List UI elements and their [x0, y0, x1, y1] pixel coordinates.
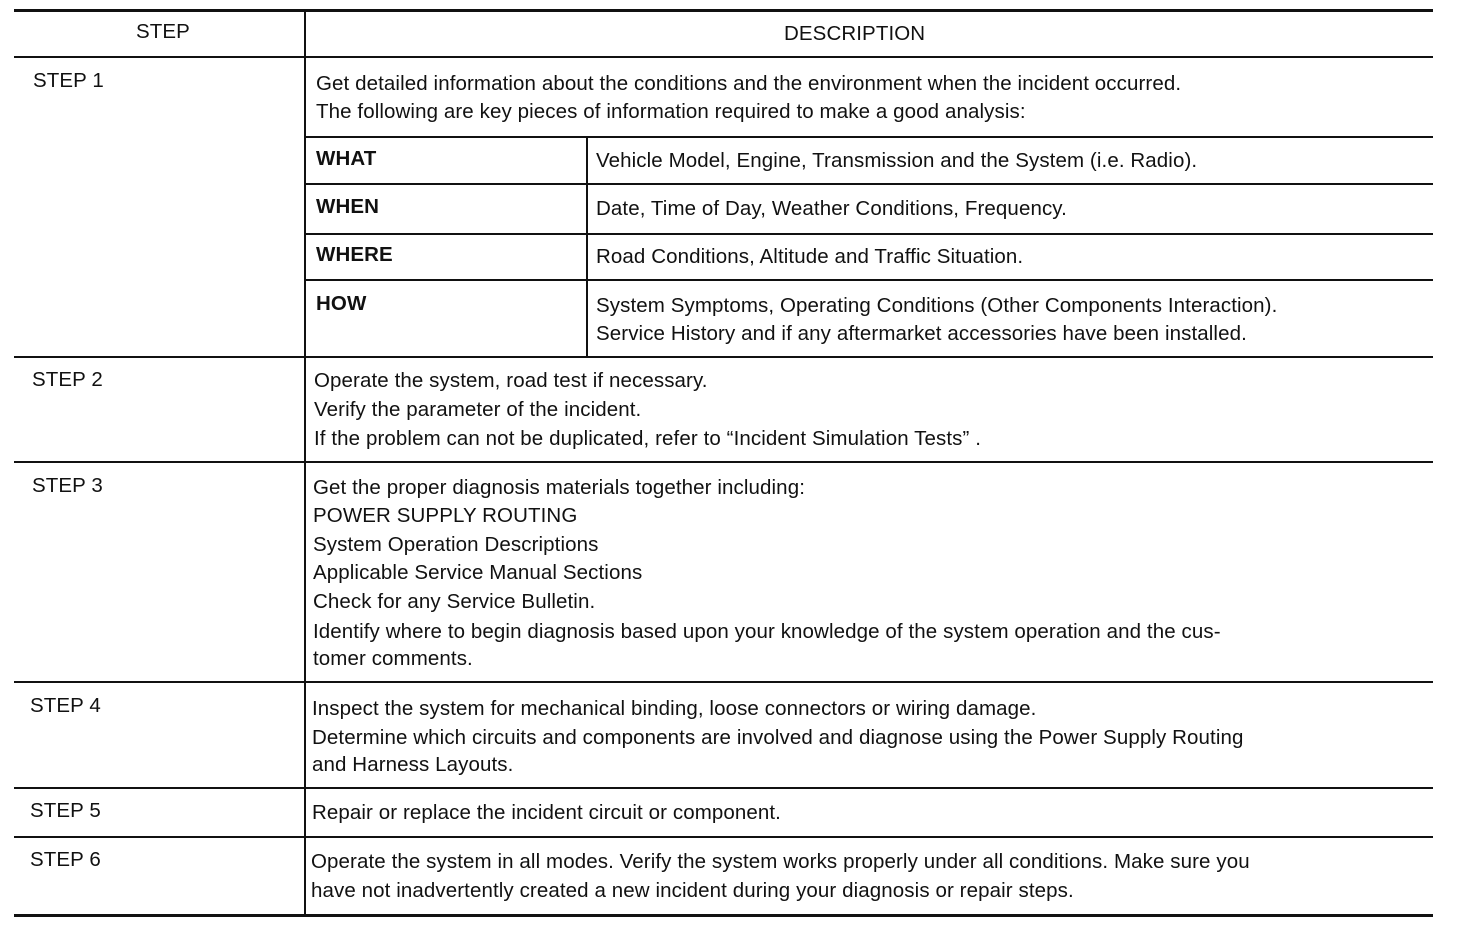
step1-subtable-divider [586, 136, 588, 357]
step-description-line: Get detailed information about the conditions and the environment when the incident occurred. [316, 72, 1182, 95]
step-description-line: System Operation Descriptions [313, 533, 599, 556]
step1-bottom-rule [14, 356, 1433, 358]
step1-subtable-rule-2 [306, 233, 1433, 235]
step-description-line: Applicable Service Manual Sections [313, 561, 643, 584]
step-label: STEP 2 [32, 368, 103, 391]
step-label: STEP 4 [30, 694, 101, 717]
step-description-line: Inspect the system for mechanical binding, loose connectors or wiring damage. [312, 697, 1037, 720]
subtable-value-how-line: Service History and if any aftermarket accessories have been installed. [596, 322, 1247, 345]
step-description-line: Check for any Service Bulletin. [313, 590, 596, 613]
step1-subtable-rule-1 [306, 183, 1433, 185]
step-description-line: The following are key pieces of information required to make a good analysis: [316, 100, 1026, 123]
step-description-line: and Harness Layouts. [312, 753, 514, 776]
column-divider [304, 9, 306, 915]
subtable-value-when: Date, Time of Day, Weather Conditions, Frequency. [596, 197, 1067, 220]
subtable-value-where: Road Conditions, Altitude and Traffic Situation. [596, 245, 1024, 268]
step4-bottom-rule [14, 787, 1433, 789]
step-label: STEP 3 [32, 474, 103, 497]
step5-bottom-rule [14, 836, 1433, 838]
step-description-line: have not inadvertently created a new incident during your diagnosis or repair steps. [311, 879, 1074, 902]
step-label: STEP 6 [30, 848, 101, 871]
subtable-key-what: WHAT [316, 147, 377, 170]
step-description-line: Repair or replace the incident circuit or component. [312, 801, 781, 824]
step-description-line: Determine which circuits and components are involved and diagnose using the Power Supply Routing [312, 726, 1244, 749]
step-description-line: POWER SUPPLY ROUTING [313, 504, 578, 527]
step-label: STEP 1 [33, 69, 104, 92]
subtable-key-when: WHEN [316, 195, 380, 218]
step-description-line: Identify where to begin diagnosis based upon your knowledge of the system operation and the cus- [313, 620, 1221, 643]
step1-subtable-rule-3 [306, 279, 1433, 281]
step1-subtable-top-rule [306, 136, 1433, 138]
subtable-key-how: HOW [316, 292, 367, 315]
header-step: STEP [136, 20, 190, 43]
step-description-line: Verify the parameter of the incident. [314, 398, 642, 421]
step3-bottom-rule [14, 681, 1433, 683]
subtable-key-where: WHERE [316, 243, 393, 266]
step2-bottom-rule [14, 461, 1433, 463]
step-description-line: tomer comments. [313, 647, 473, 670]
subtable-value-how-line: System Symptoms, Operating Conditions (Other Components Interaction). [596, 294, 1278, 317]
header-description: DESCRIPTION [784, 22, 926, 45]
step-label: STEP 5 [30, 799, 101, 822]
subtable-value-what: Vehicle Model, Engine, Transmission and the System (i.e. Radio). [596, 149, 1198, 172]
step-description-line: Get the proper diagnosis materials together including: [313, 476, 805, 499]
step-description-line: If the problem can not be duplicated, refer to “Incident Simulation Tests” . [314, 427, 981, 450]
step-description-line: Operate the system, road test if necessary. [314, 369, 708, 392]
header-bottom-rule [14, 56, 1433, 58]
table-top-border [14, 9, 1433, 12]
step-description-line: Operate the system in all modes. Verify the system works properly under all conditions. Make sure you [311, 850, 1250, 873]
table-bottom-border [14, 914, 1433, 917]
